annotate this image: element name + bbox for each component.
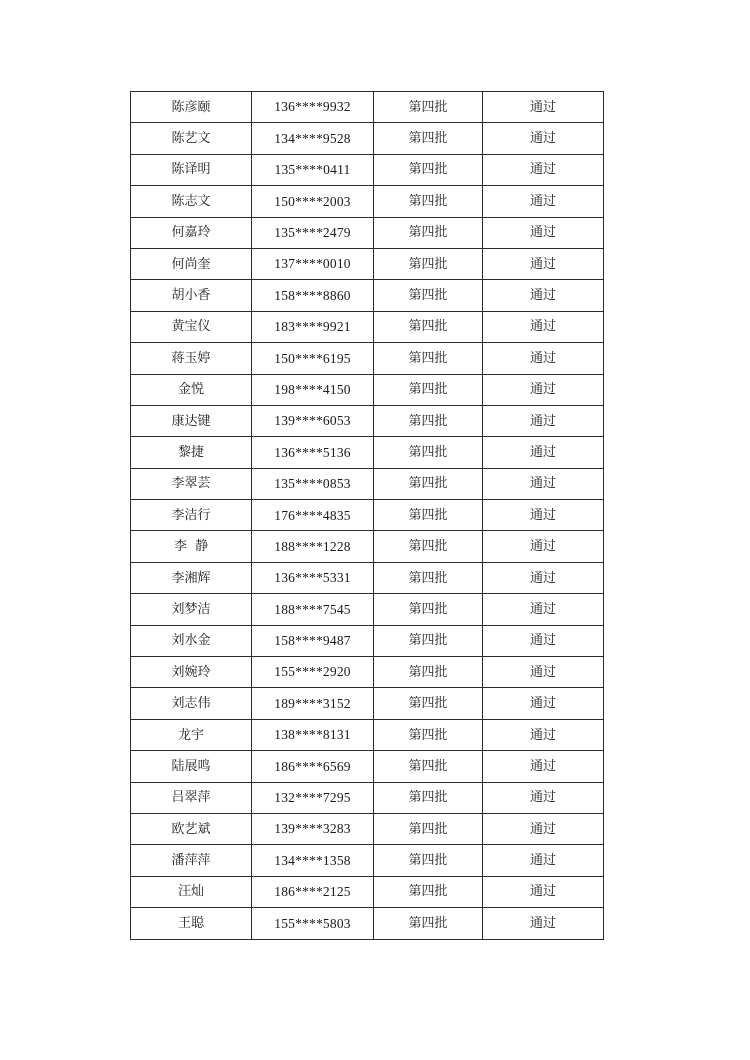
table-row (131, 248, 604, 279)
status-cell: 通过 (483, 657, 604, 688)
status-cell: 通过 (483, 186, 604, 217)
phone-cell: 183****9921 (252, 311, 374, 342)
status-cell: 通过 (483, 468, 604, 499)
phone-cell: 158****8860 (252, 280, 374, 311)
batch-cell: 第四批 (374, 876, 483, 907)
batch-cell: 第四批 (374, 311, 483, 342)
batch-cell: 第四批 (374, 154, 483, 185)
status-cell: 通过 (483, 343, 604, 374)
table-row (131, 186, 604, 217)
name-cell: 刘婉玲 (131, 657, 252, 688)
phone-cell: 150****6195 (252, 343, 374, 374)
batch-cell: 第四批 (374, 437, 483, 468)
status-cell: 通过 (483, 311, 604, 342)
batch-cell: 第四批 (374, 562, 483, 593)
phone-cell: 136****9932 (252, 92, 374, 123)
phone-cell: 137****0010 (252, 248, 374, 279)
name-cell: 李洁行 (131, 500, 252, 531)
batch-cell: 第四批 (374, 688, 483, 719)
batch-cell: 第四批 (374, 123, 483, 154)
approval-list-table (130, 91, 604, 940)
name-cell: 刘梦洁 (131, 594, 252, 625)
batch-cell: 第四批 (374, 374, 483, 405)
status-cell: 通过 (483, 562, 604, 593)
phone-cell: 198****4150 (252, 374, 374, 405)
name-cell: 陈艺文 (131, 123, 252, 154)
batch-cell: 第四批 (374, 280, 483, 311)
name-cell: 李翠芸 (131, 468, 252, 499)
status-cell: 通过 (483, 405, 604, 436)
status-cell: 通过 (483, 280, 604, 311)
phone-cell: 189****3152 (252, 688, 374, 719)
batch-cell: 第四批 (374, 594, 483, 625)
batch-cell: 第四批 (374, 468, 483, 499)
status-cell: 通过 (483, 437, 604, 468)
batch-cell: 第四批 (374, 719, 483, 750)
table-row (131, 123, 604, 154)
batch-cell: 第四批 (374, 531, 483, 562)
table-row (131, 562, 604, 593)
phone-cell: 150****2003 (252, 186, 374, 217)
table-row (131, 405, 604, 436)
batch-cell: 第四批 (374, 217, 483, 248)
phone-cell: 155****5803 (252, 908, 374, 939)
name-cell: 李湘辉 (131, 562, 252, 593)
phone-cell: 139****6053 (252, 405, 374, 436)
status-cell: 通过 (483, 688, 604, 719)
table-row (131, 280, 604, 311)
status-cell: 通过 (483, 813, 604, 844)
phone-cell: 136****5136 (252, 437, 374, 468)
phone-cell: 186****6569 (252, 751, 374, 782)
status-cell: 通过 (483, 845, 604, 876)
name-cell: 王聪 (131, 908, 252, 939)
table-row (131, 500, 604, 531)
table-row (131, 657, 604, 688)
batch-cell: 第四批 (374, 908, 483, 939)
name-cell: 蒋玉婷 (131, 343, 252, 374)
phone-cell: 176****4835 (252, 500, 374, 531)
batch-cell: 第四批 (374, 500, 483, 531)
approval-list-body (131, 92, 604, 940)
batch-cell: 第四批 (374, 625, 483, 656)
table-row (131, 845, 604, 876)
status-cell: 通过 (483, 719, 604, 750)
name-cell: 陈译明 (131, 154, 252, 185)
batch-cell: 第四批 (374, 845, 483, 876)
status-cell: 通过 (483, 876, 604, 907)
phone-cell: 155****2920 (252, 657, 374, 688)
status-cell: 通过 (483, 500, 604, 531)
table-row (131, 468, 604, 499)
phone-cell: 186****2125 (252, 876, 374, 907)
table-row (131, 876, 604, 907)
name-cell: 龙宇 (131, 719, 252, 750)
name-cell: 欧艺斌 (131, 813, 252, 844)
name-cell: 陈彦颐 (131, 92, 252, 123)
table-row (131, 217, 604, 248)
batch-cell: 第四批 (374, 813, 483, 844)
phone-cell: 158****9487 (252, 625, 374, 656)
phone-cell: 188****7545 (252, 594, 374, 625)
phone-cell: 134****9528 (252, 123, 374, 154)
phone-cell: 134****1358 (252, 845, 374, 876)
table-row (131, 625, 604, 656)
status-cell: 通过 (483, 123, 604, 154)
batch-cell: 第四批 (374, 782, 483, 813)
table-row (131, 908, 604, 939)
table-row (131, 437, 604, 468)
table-row (131, 154, 604, 185)
table-row (131, 813, 604, 844)
name-cell: 胡小香 (131, 280, 252, 311)
name-cell: 陆展鸣 (131, 751, 252, 782)
table-row (131, 594, 604, 625)
phone-cell: 188****1228 (252, 531, 374, 562)
name-cell: 何尚奎 (131, 248, 252, 279)
phone-cell: 138****8131 (252, 719, 374, 750)
status-cell: 通过 (483, 531, 604, 562)
name-cell: 何嘉玲 (131, 217, 252, 248)
batch-cell: 第四批 (374, 343, 483, 374)
batch-cell: 第四批 (374, 657, 483, 688)
table-row (131, 374, 604, 405)
name-cell: 汪灿 (131, 876, 252, 907)
name-cell: 金悦 (131, 374, 252, 405)
status-cell: 通过 (483, 154, 604, 185)
table-row (131, 688, 604, 719)
status-cell: 通过 (483, 625, 604, 656)
table-row (131, 311, 604, 342)
status-cell: 通过 (483, 594, 604, 625)
status-cell: 通过 (483, 374, 604, 405)
name-cell: 刘志伟 (131, 688, 252, 719)
table-row (131, 343, 604, 374)
batch-cell: 第四批 (374, 751, 483, 782)
status-cell: 通过 (483, 751, 604, 782)
name-cell: 康达键 (131, 405, 252, 436)
phone-cell: 139****3283 (252, 813, 374, 844)
status-cell: 通过 (483, 782, 604, 813)
name-cell: 潘萍萍 (131, 845, 252, 876)
phone-cell: 135****0853 (252, 468, 374, 499)
name-cell: 吕翠萍 (131, 782, 252, 813)
batch-cell: 第四批 (374, 248, 483, 279)
status-cell: 通过 (483, 248, 604, 279)
name-cell: 刘水金 (131, 625, 252, 656)
batch-cell: 第四批 (374, 186, 483, 217)
status-cell: 通过 (483, 217, 604, 248)
name-cell: 黄宝仪 (131, 311, 252, 342)
name-cell: 陈志文 (131, 186, 252, 217)
phone-cell: 136****5331 (252, 562, 374, 593)
batch-cell: 第四批 (374, 92, 483, 123)
table-row (131, 719, 604, 750)
phone-cell: 132****7295 (252, 782, 374, 813)
name-cell: 黎捷 (131, 437, 252, 468)
phone-cell: 135****0411 (252, 154, 374, 185)
table-row (131, 751, 604, 782)
table-row (131, 92, 604, 123)
table-row (131, 782, 604, 813)
status-cell: 通过 (483, 92, 604, 123)
status-cell: 通过 (483, 908, 604, 939)
batch-cell: 第四批 (374, 405, 483, 436)
table-row (131, 531, 604, 562)
phone-cell: 135****2479 (252, 217, 374, 248)
name-cell: 李 静 (131, 531, 252, 562)
